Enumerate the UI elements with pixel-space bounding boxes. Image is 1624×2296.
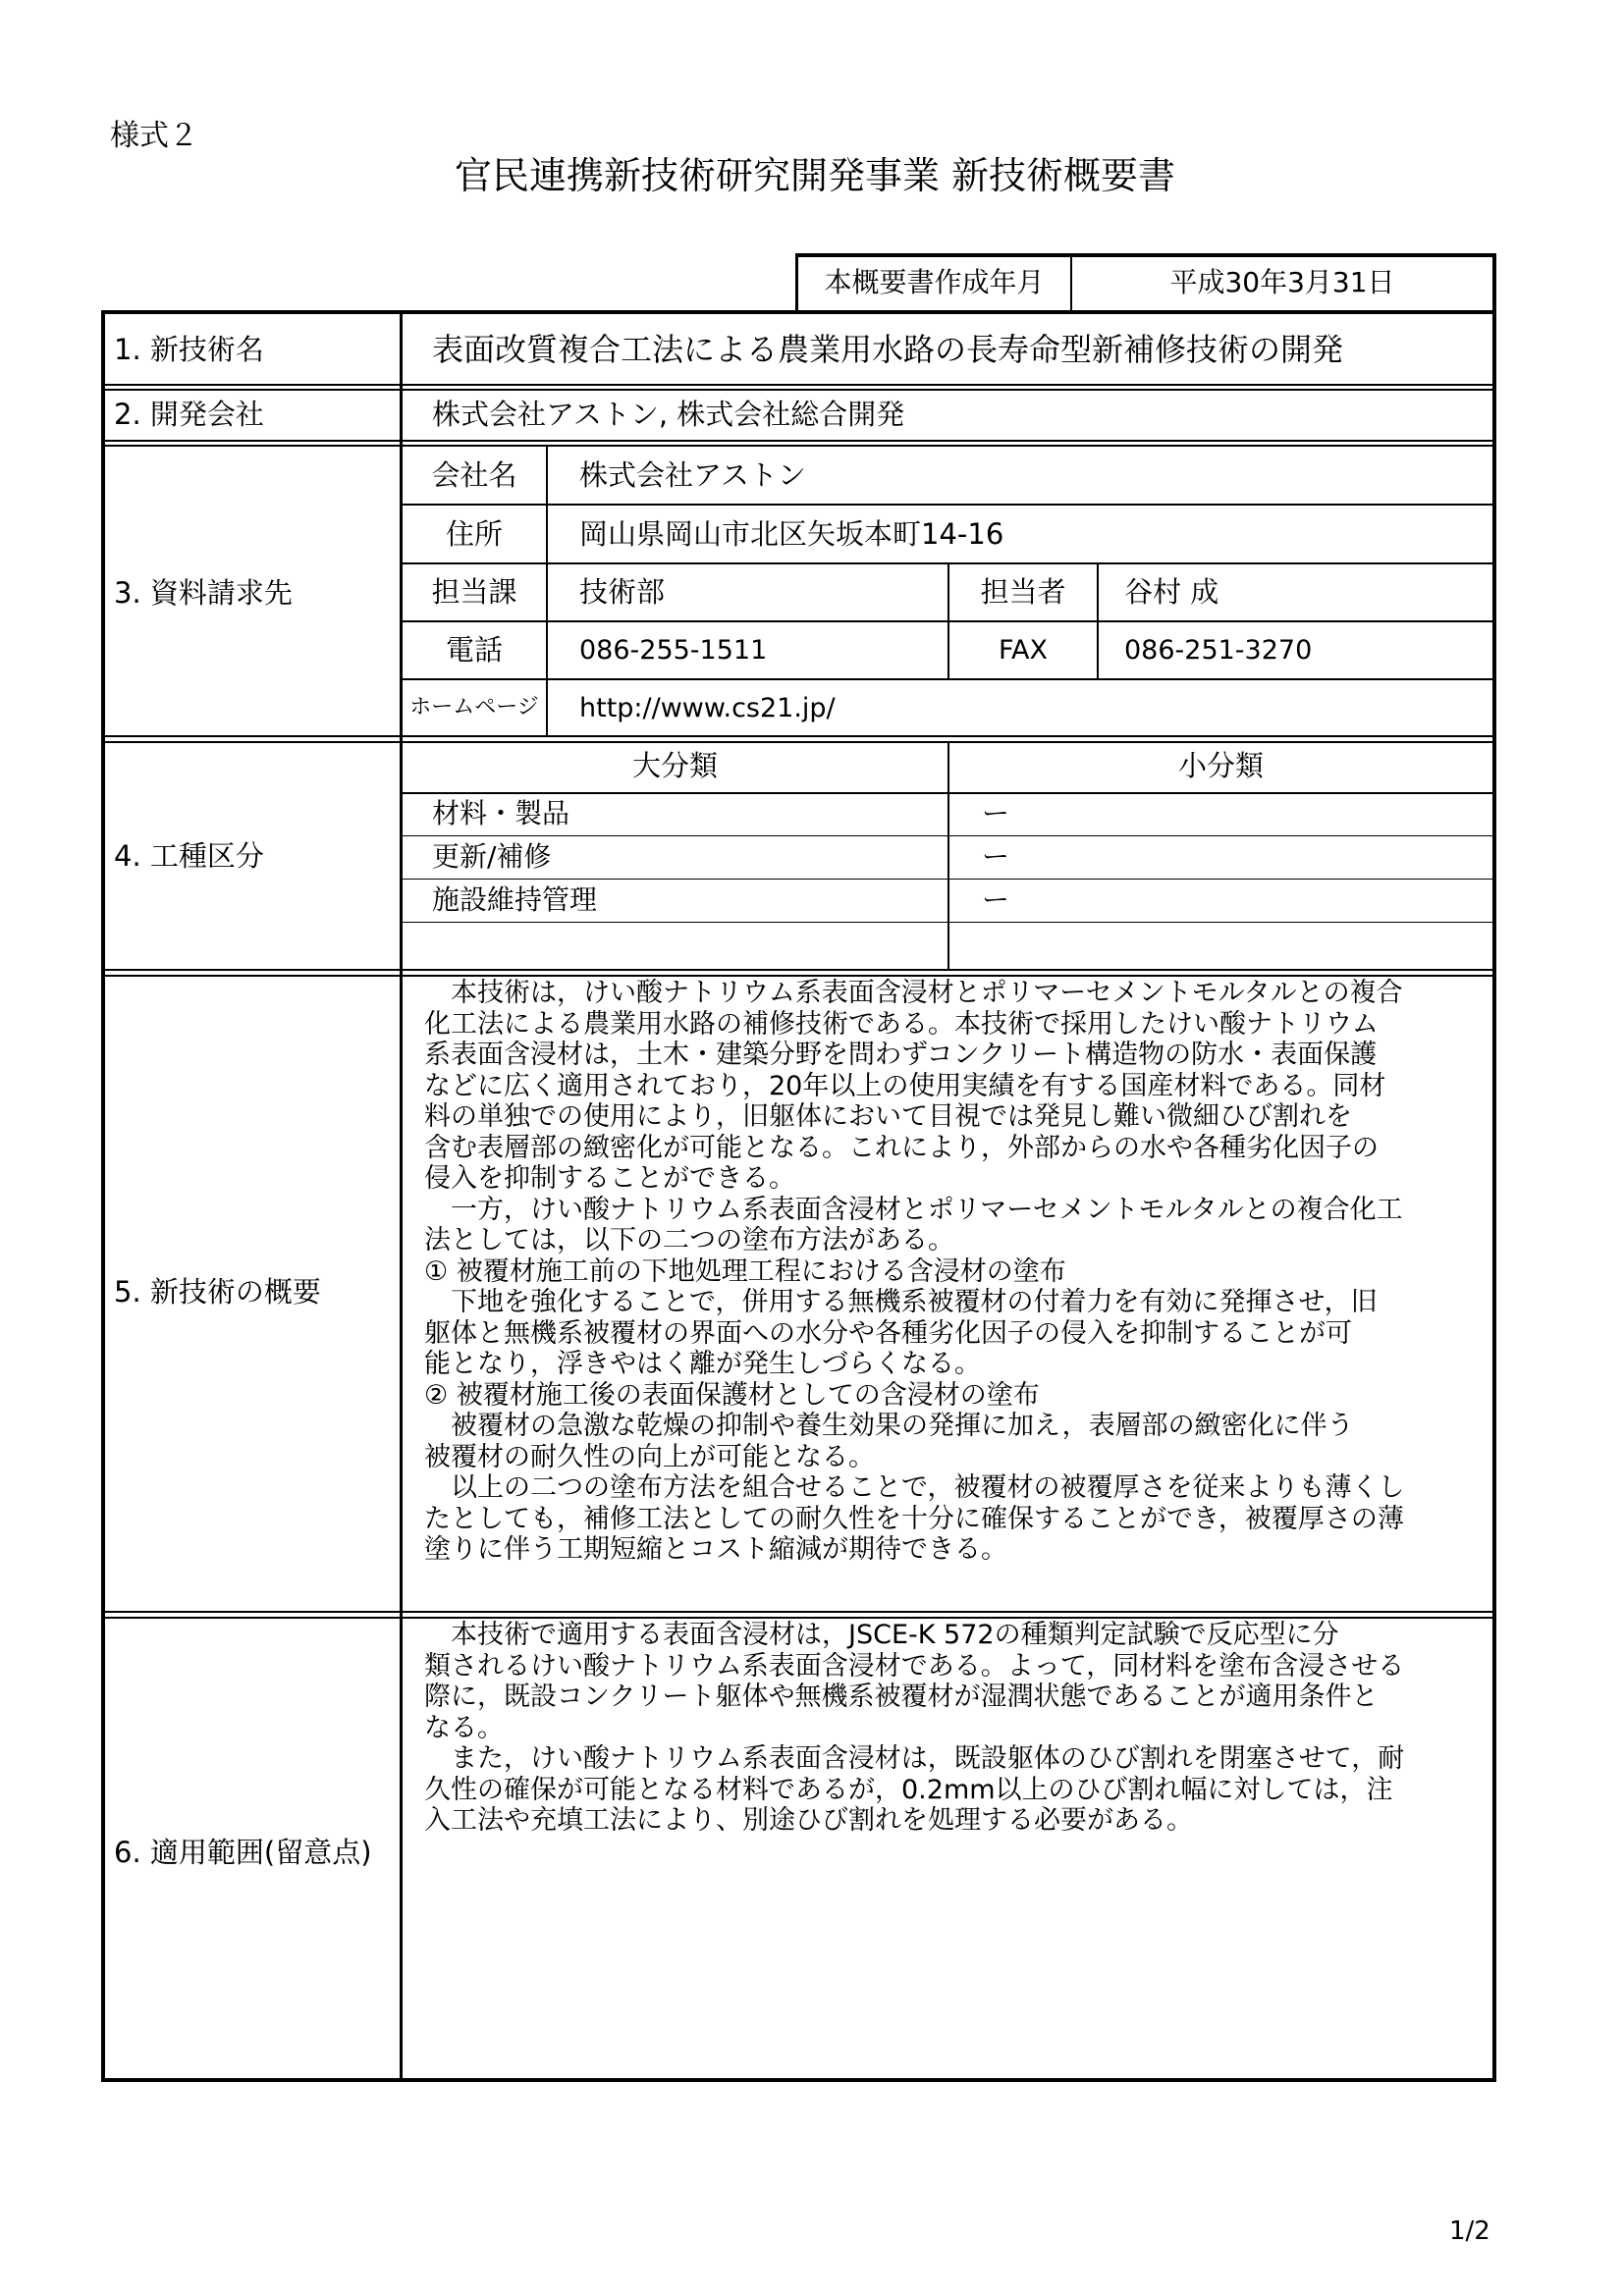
scope-line: 類されるけい酸ナトリウム系表面含浸材である。よって，同材料を塗布含浸させる bbox=[424, 1650, 1405, 1682]
category-row-1-minor: ー bbox=[982, 797, 1010, 829]
scope-line: 入工法や充填工法により、別途ひび割れを処理する必要がある。 bbox=[424, 1805, 1193, 1836]
contact-person-label: 担当者 bbox=[980, 575, 1066, 609]
scope-line: また，けい酸ナトリウム系表面含浸材は，既設躯体のひび割れを閉塞させて，耐 bbox=[424, 1743, 1405, 1774]
s6-label: 6. 適用範囲(留意点) bbox=[114, 1836, 372, 1869]
overview-line: ② 被覆材施工後の表面保護材としての含浸材の塗布 bbox=[424, 1379, 1040, 1411]
overview-line: 以上の二つの塗布方法を組合せることで，被覆材の被覆厚さを従来よりも薄くし bbox=[424, 1472, 1405, 1503]
fax-value: 086-251-3270 bbox=[1124, 635, 1313, 666]
overview-line: 料の単独での使用により，旧躯体において目視では発見し難い微細ひび割れを bbox=[424, 1101, 1352, 1132]
overview-line: 侵入を抑制することができる。 bbox=[424, 1163, 795, 1194]
overview-line: 含む表層部の緻密化が可能となる。これにより，外部からの水や各種劣化因子の bbox=[424, 1132, 1379, 1163]
homepage-link[interactable]: http://www.cs21.jp/ bbox=[579, 693, 836, 723]
application-scope-text bbox=[424, 1620, 1404, 1837]
s2-label: 2. 開発会社 bbox=[114, 398, 264, 431]
page-number: 1/2 bbox=[1449, 2216, 1490, 2246]
developer-companies: 株式会社アストン, 株式会社総合開発 bbox=[432, 398, 905, 431]
overview-line: 塗りに伴う工期短縮とコスト縮減が期待できる。 bbox=[424, 1534, 1007, 1565]
company-value: 株式会社アストン bbox=[579, 458, 806, 492]
overview-line: などに広く適用されており，20年以上の使用実績を有する国産材料である。同材 bbox=[424, 1070, 1386, 1101]
address-value: 岡山県岡山市北区矢坂本町14-16 bbox=[579, 517, 1004, 551]
overview-line: 下地を強化することで，併用する無機系被覆材の付着力を有効に発揮させ，旧 bbox=[424, 1287, 1378, 1317]
date-value: 平成30年3月31日 bbox=[1169, 266, 1395, 298]
s4-label: 4. 工種区分 bbox=[114, 839, 264, 873]
scope-line: 本技術で適用する表面含浸材は，JSCE-K 572の種類判定試験で反応型に分 bbox=[424, 1620, 1339, 1650]
date-label: 本概要書作成年月 bbox=[824, 266, 1045, 298]
contact-person-value: 谷村 成 bbox=[1124, 575, 1219, 609]
overview-line: 躯体と無機系被覆材の界面への水分や各種劣化因子の侵入を抑制することが可 bbox=[424, 1317, 1352, 1349]
technology-overview-text bbox=[424, 978, 1404, 1566]
overview-line: 能となり，浮きやはく離が発生しづらくなる。 bbox=[424, 1349, 981, 1379]
overview-line: 被覆材の耐久性の向上が可能となる。 bbox=[424, 1441, 875, 1472]
s1-label: 1. 新技術名 bbox=[114, 333, 264, 366]
overview-line: 被覆材の急激な乾燥の抑制や養生効果の発揮に加え，表層部の緻密化に伴う bbox=[424, 1411, 1354, 1441]
scope-line: 久性の確保が可能となる材料であるが，0.2mm以上のひび割れ幅に対しては，注 bbox=[424, 1774, 1393, 1805]
form-label: 様式２ bbox=[110, 119, 198, 153]
homepage-label: ホームページ bbox=[409, 695, 539, 720]
minor-category-header: 小分類 bbox=[1177, 749, 1264, 782]
overview-line: 化工法による農業用水路の補修技術である。本技術で採用したけい酸ナトリウム bbox=[424, 1008, 1379, 1040]
scope-line: 際に，既設コンクリート躯体や無機系被覆材が湿潤状態であることが適用条件と bbox=[424, 1682, 1379, 1712]
overview-line: 本技術は，けい酸ナトリウム系表面含浸材とポリマーセメントモルタルとの複合 bbox=[424, 978, 1403, 1008]
category-row-3-minor: ー bbox=[982, 883, 1010, 916]
scope-line: なる。 bbox=[424, 1712, 504, 1743]
overview-line: 系表面含浸材は，土木・建築分野を問わずコンクリート構造物の防水・表面保護 bbox=[424, 1040, 1378, 1070]
s3-label: 3. 資料請求先 bbox=[114, 576, 293, 610]
new-technology-name: 表面改質複合工法による農業用水路の長寿命型新補修技術の開発 bbox=[432, 331, 1344, 368]
category-row-2-major: 更新/補修 bbox=[432, 840, 552, 873]
overview-line: ① 被覆材施工前の下地処理工程における含浸材の塗布 bbox=[424, 1255, 1066, 1287]
s5-label: 5. 新技術の概要 bbox=[114, 1275, 321, 1308]
department-value: 技術部 bbox=[579, 575, 666, 609]
page-title: 官民連携新技術研究開発事業 新技術概要書 bbox=[454, 154, 1176, 197]
phone-label: 電話 bbox=[445, 633, 503, 667]
address-label: 住所 bbox=[445, 517, 503, 551]
fax-label: FAX bbox=[998, 635, 1049, 666]
overview-line: たとしても，補修工法としての耐久性を十分に確保することができ，被覆厚さの薄 bbox=[424, 1503, 1404, 1534]
overview-line: 一方，けい酸ナトリウム系表面含浸材とポリマーセメントモルタルとの複合化工 bbox=[424, 1194, 1403, 1225]
overview-line: 法としては，以下の二つの塗布方法がある。 bbox=[424, 1225, 954, 1255]
company-label: 会社名 bbox=[431, 458, 517, 492]
category-row-3-major: 施設維持管理 bbox=[432, 883, 598, 916]
category-row-1-major: 材料・製品 bbox=[432, 797, 570, 829]
department-label: 担当課 bbox=[431, 575, 517, 609]
phone-value: 086-255-1511 bbox=[579, 635, 768, 666]
major-category-header: 大分類 bbox=[631, 749, 718, 782]
category-row-2-minor: ー bbox=[982, 840, 1010, 873]
